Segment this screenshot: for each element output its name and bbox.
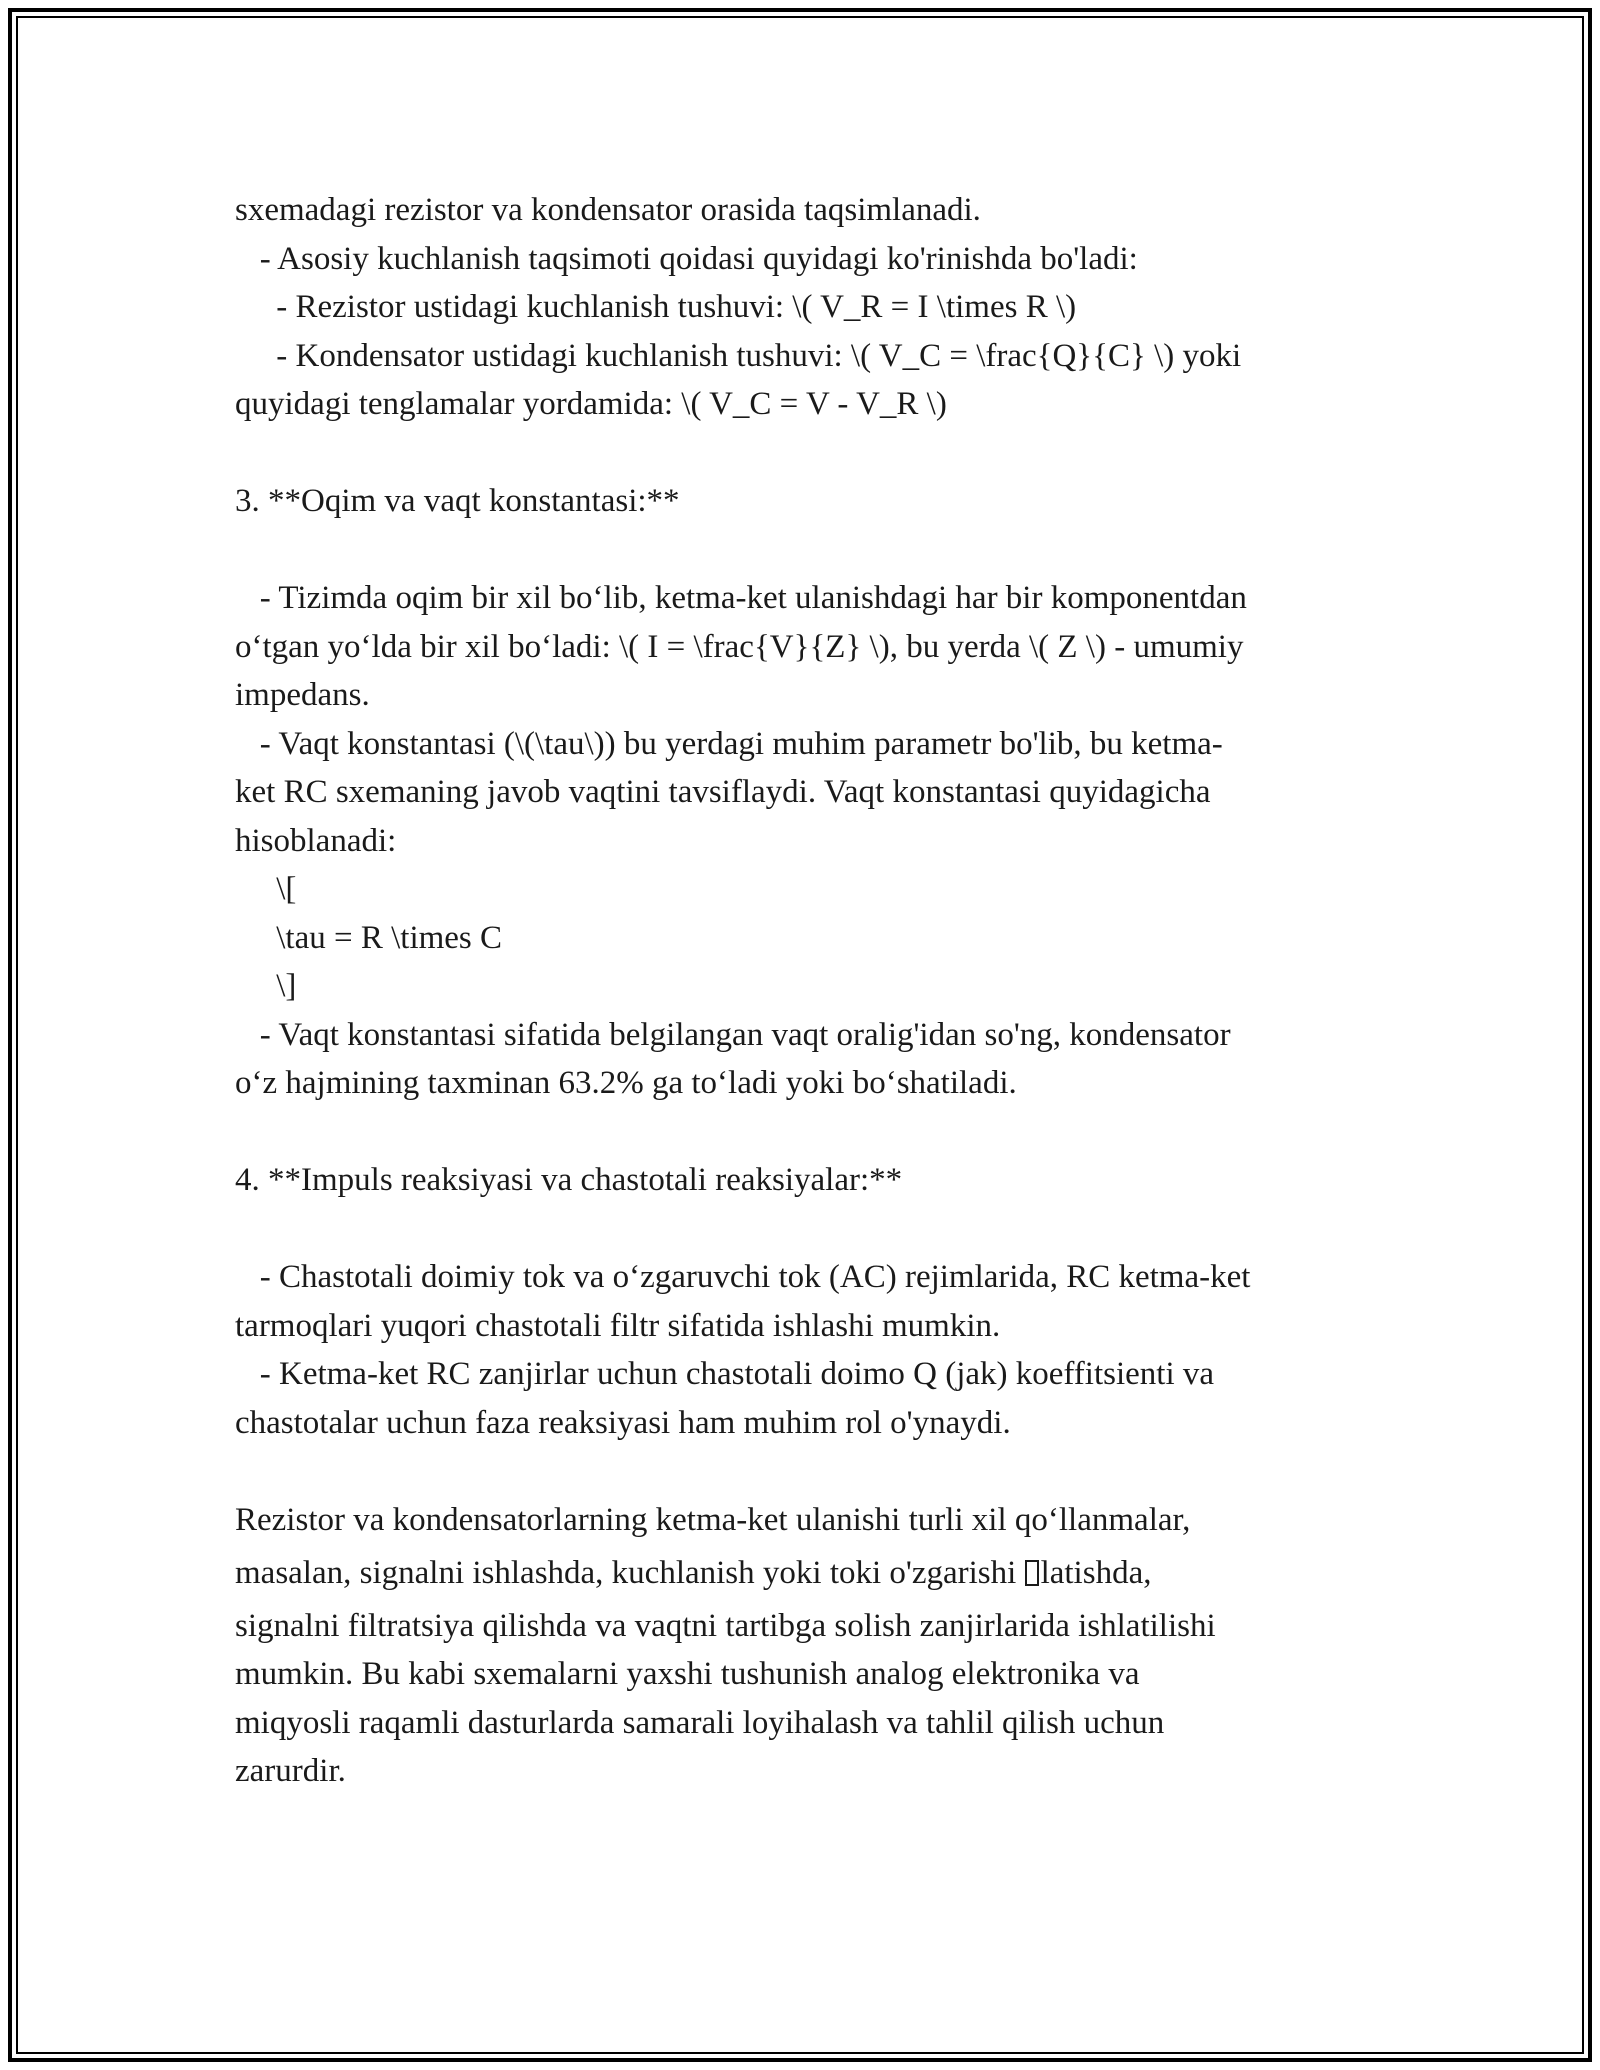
text-line: impedans. bbox=[235, 677, 370, 713]
text-line: - Vaqt konstantasi sifatida belgilangan vaqt oralig'idan so'ng, kondensator bbox=[235, 1016, 1231, 1053]
blank-line bbox=[235, 526, 1385, 575]
text-line: quyidagi tenglamalar yordamida: \( V_C = V - V_R \) bbox=[235, 386, 947, 422]
blank-line bbox=[235, 1447, 1385, 1496]
text-line: chastotalar uchun faza reaksiyasi ham muhim rol o'ynaydi. bbox=[235, 1404, 1011, 1441]
conclusion-line: Rezistor va kondensatorlarning ketma-ket ulanishi turli xil qo‘llanmalar, bbox=[235, 1501, 1191, 1538]
text-line: o‘tgan yo‘lda bir xil bo‘ladi: \( I = \frac{V}{Z} \), bu yerda \( Z \) - umumiy bbox=[235, 628, 1244, 665]
blank-line bbox=[235, 1108, 1385, 1157]
text-line: tarmoqlari yuqori chastotali filtr sifatida ishlashi mumkin. bbox=[235, 1307, 1001, 1344]
text-line: hisoblanadi: bbox=[235, 822, 397, 859]
text-line: - Rezistor ustidagi kuchlanish tushuvi: \( V_R = I \times R \) bbox=[235, 289, 1077, 325]
formula-line: \tau = R \times C bbox=[235, 919, 503, 956]
conclusion-text: masalan, signalni ishlashda, kuchlanish yoki toki o'zgarishi bbox=[235, 1554, 1025, 1591]
text-line: - Vaqt konstantasi (\(\tau\)) bu yerdagi muhim parametr bo'lib, bu ketma- bbox=[235, 725, 1223, 762]
section-heading-3: 3. **Oqim va vaqt konstantasi:** bbox=[235, 483, 680, 519]
blank-line bbox=[235, 429, 1385, 478]
text-line: - Kondensator ustidagi kuchlanish tushuvi: \( V_C = \frac{Q}{C} \) yoki bbox=[235, 337, 1242, 374]
text-line: - Ketma-ket RC zanjirlar uchun chastotali doimo Q (jak) koeffitsienti va bbox=[235, 1356, 1215, 1392]
formula-line: \[ bbox=[235, 871, 297, 907]
conclusion-text: latishda, bbox=[1040, 1554, 1152, 1591]
section-heading-4: 4. **Impuls reaksiyasi va chastotali reaksiyalar:** bbox=[235, 1162, 903, 1198]
missing-glyph-icon bbox=[1025, 1560, 1039, 1586]
text-line: - Tizimda oqim bir xil bo‘lib, ketma-ket ulanishdagi har bir komponentdan bbox=[235, 580, 1247, 616]
conclusion-line: mumkin. Bu kabi sxemalarni yaxshi tushunish analog elektronika va bbox=[235, 1656, 1140, 1692]
blank-line bbox=[235, 1205, 1385, 1254]
conclusion-line: zarurdir. bbox=[235, 1753, 346, 1789]
text-line: sxemadagi rezistor va kondensator orasida taqsimlanadi. bbox=[235, 192, 981, 228]
text-line: o‘z hajmining taxminan 63.2% ga to‘ladi yoki bo‘shatiladi. bbox=[235, 1065, 1017, 1101]
text-line: ket RC sxemaning javob vaqtini tavsiflaydi. Vaqt konstantasi quyidagicha bbox=[235, 774, 1211, 810]
conclusion-line bbox=[235, 1549, 1385, 1602]
document-body bbox=[235, 186, 1385, 1796]
text-line: - Asosiy kuchlanish taqsimoti qoidasi quyidagi ko'rinishda bo'ladi: bbox=[235, 240, 1138, 277]
text-line: - Chastotali doimiy tok va o‘zgaruvchi tok (AC) rejimlarida, RC ketma-ket bbox=[235, 1259, 1251, 1295]
conclusion-line: signalni filtratsiya qilishda va vaqtni tartibga solish zanjirlarida ishlatilishi bbox=[235, 1607, 1216, 1644]
conclusion-line: miqyosli raqamli dasturlarda samarali loyihalash va tahlil qilish uchun bbox=[235, 1704, 1165, 1741]
formula-line: \] bbox=[235, 968, 297, 1004]
